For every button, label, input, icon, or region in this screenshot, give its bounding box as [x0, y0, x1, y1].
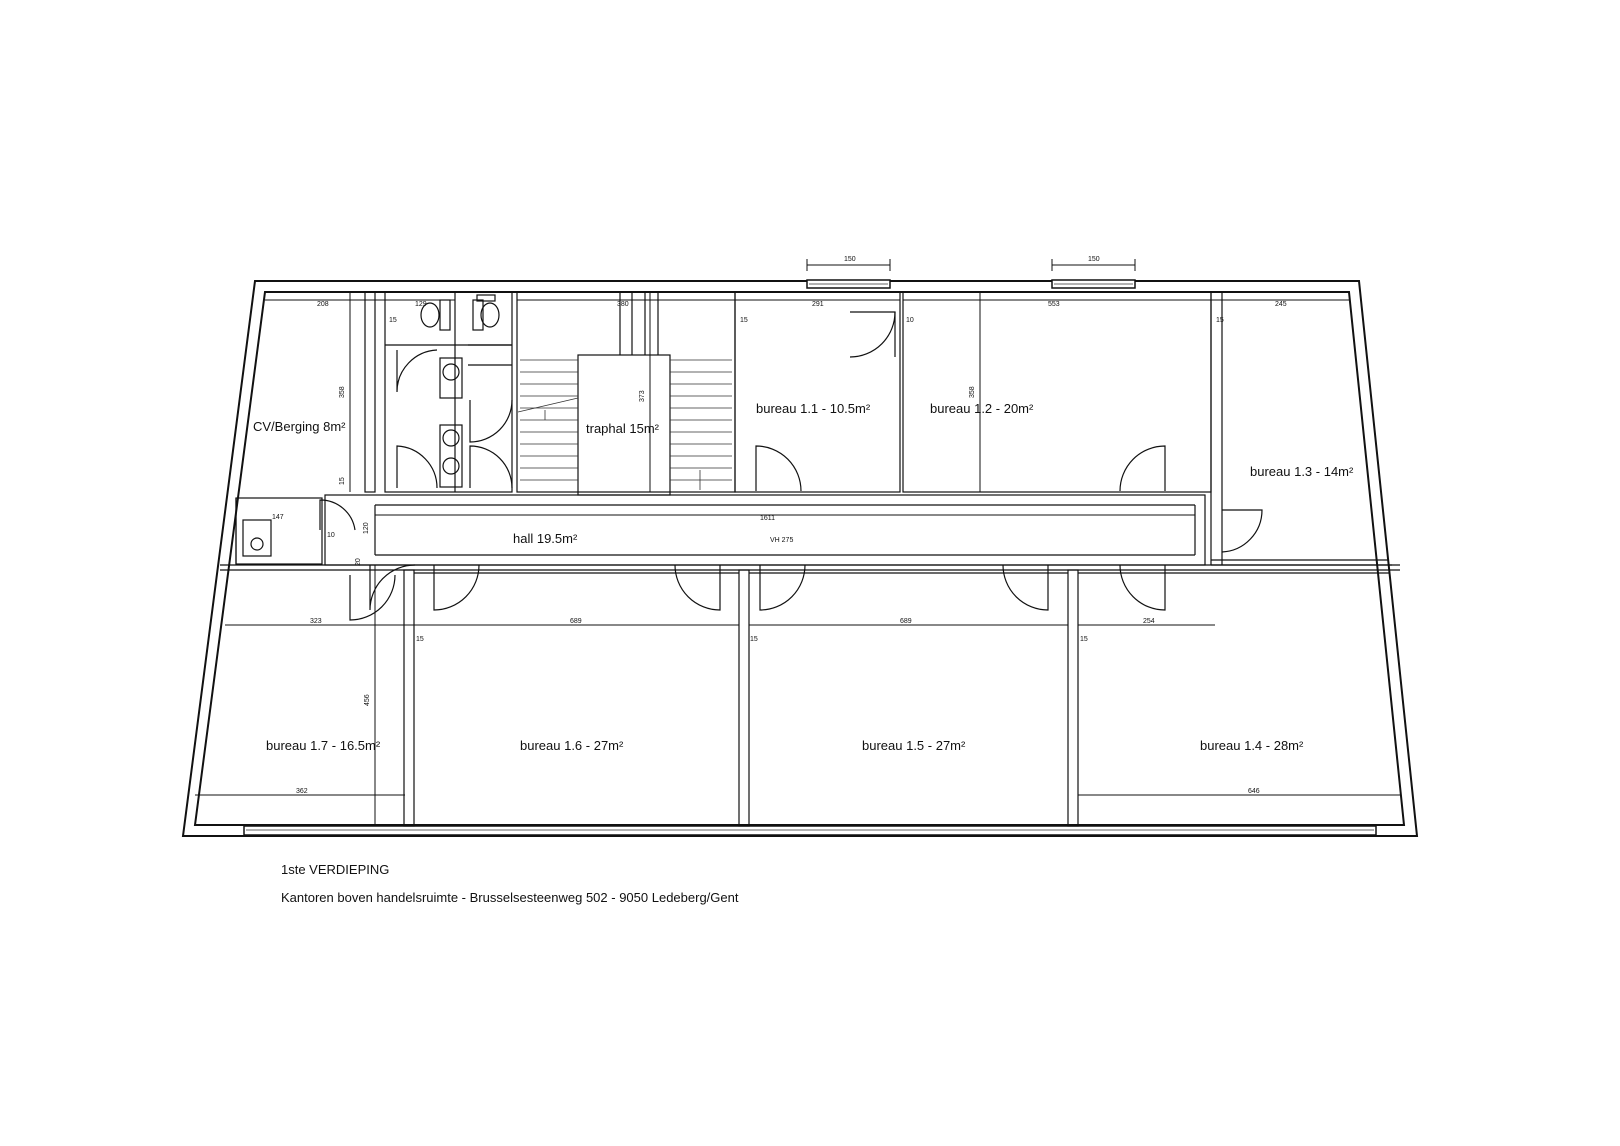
sink-1 [440, 358, 462, 398]
label-cv-berging: CV/Berging 8m² [253, 419, 346, 434]
sink-2 [440, 425, 462, 487]
dim-top-291: 291 [812, 301, 824, 308]
dim-v-358-mid: 358 [969, 386, 976, 398]
dim-mid-689-b: 689 [900, 618, 912, 625]
top-window-right [1052, 280, 1135, 288]
dim-w-15-g: 15 [339, 477, 346, 485]
label-bureau-1-6: bureau 1.6 - 27m² [520, 738, 624, 753]
dim-w-15-d: 15 [416, 636, 424, 643]
label-bureau-1-3: bureau 1.3 - 14m² [1250, 464, 1354, 479]
dim-w-10-b: 10 [327, 532, 335, 539]
hall-walls [325, 495, 1205, 565]
dim-top-245: 245 [1275, 301, 1287, 308]
label-bureau-1-5: bureau 1.5 - 27m² [862, 738, 966, 753]
plan-subtitle: Kantoren boven handelsruimte - Brusselsesteenweg 502 - 9050 Ledeberg/Gent [281, 890, 739, 905]
kitchenette [236, 498, 322, 564]
label-traphal: traphal 15m² [586, 421, 659, 436]
label-bureau-1-1: bureau 1.1 - 10.5m² [756, 401, 871, 416]
label-bureau-1-4: bureau 1.4 - 28m² [1200, 738, 1304, 753]
dim-top-129: 129 [415, 301, 427, 308]
dim-v-358-left: 358 [339, 386, 346, 398]
top-partitions [365, 292, 1392, 565]
label-bureau-1-2: bureau 1.2 - 20m² [930, 401, 1034, 416]
dim-bot-362: 362 [296, 788, 308, 795]
dim-w-15-a: 15 [389, 317, 397, 324]
dim-w-15-b: 15 [740, 317, 748, 324]
dim-top-208: 208 [317, 301, 329, 308]
dim-hall-vh: VH 275 [770, 537, 794, 544]
dim-mid-254: 254 [1143, 618, 1155, 625]
dim-w-20: 20 [355, 558, 362, 566]
plan-title: 1ste VERDIEPING [281, 862, 390, 877]
dim-w-10-a: 10 [906, 317, 914, 324]
dim-w-15-c: 15 [1216, 317, 1224, 324]
label-bureau-1-7: bureau 1.7 - 16.5m² [266, 738, 381, 753]
dim-top-553: 553 [1048, 301, 1060, 308]
bottom-window-strip [244, 826, 1376, 835]
toilet-right [473, 295, 499, 330]
staircase [518, 292, 732, 495]
dim-w-120: 120 [363, 522, 370, 534]
dim-window-left: 150 [844, 256, 856, 263]
top-window-left [807, 280, 890, 288]
dim-top-380: 380 [617, 301, 629, 308]
label-hall: hall 19.5m² [513, 531, 578, 546]
dim-mid-323: 323 [310, 618, 322, 625]
dim-bot-646: 646 [1248, 788, 1260, 795]
dim-window-right: 150 [1088, 256, 1100, 263]
dim-mid-689-a: 689 [570, 618, 582, 625]
dim-w-15-e: 15 [750, 636, 758, 643]
dim-v-456: 456 [364, 694, 371, 706]
dim-w-15-f: 15 [1080, 636, 1088, 643]
dim-hall-1611: 1611 [760, 515, 776, 522]
dim-w-147: 147 [272, 514, 284, 521]
bottom-partitions [220, 565, 1400, 826]
dim-v-373: 373 [639, 390, 646, 402]
